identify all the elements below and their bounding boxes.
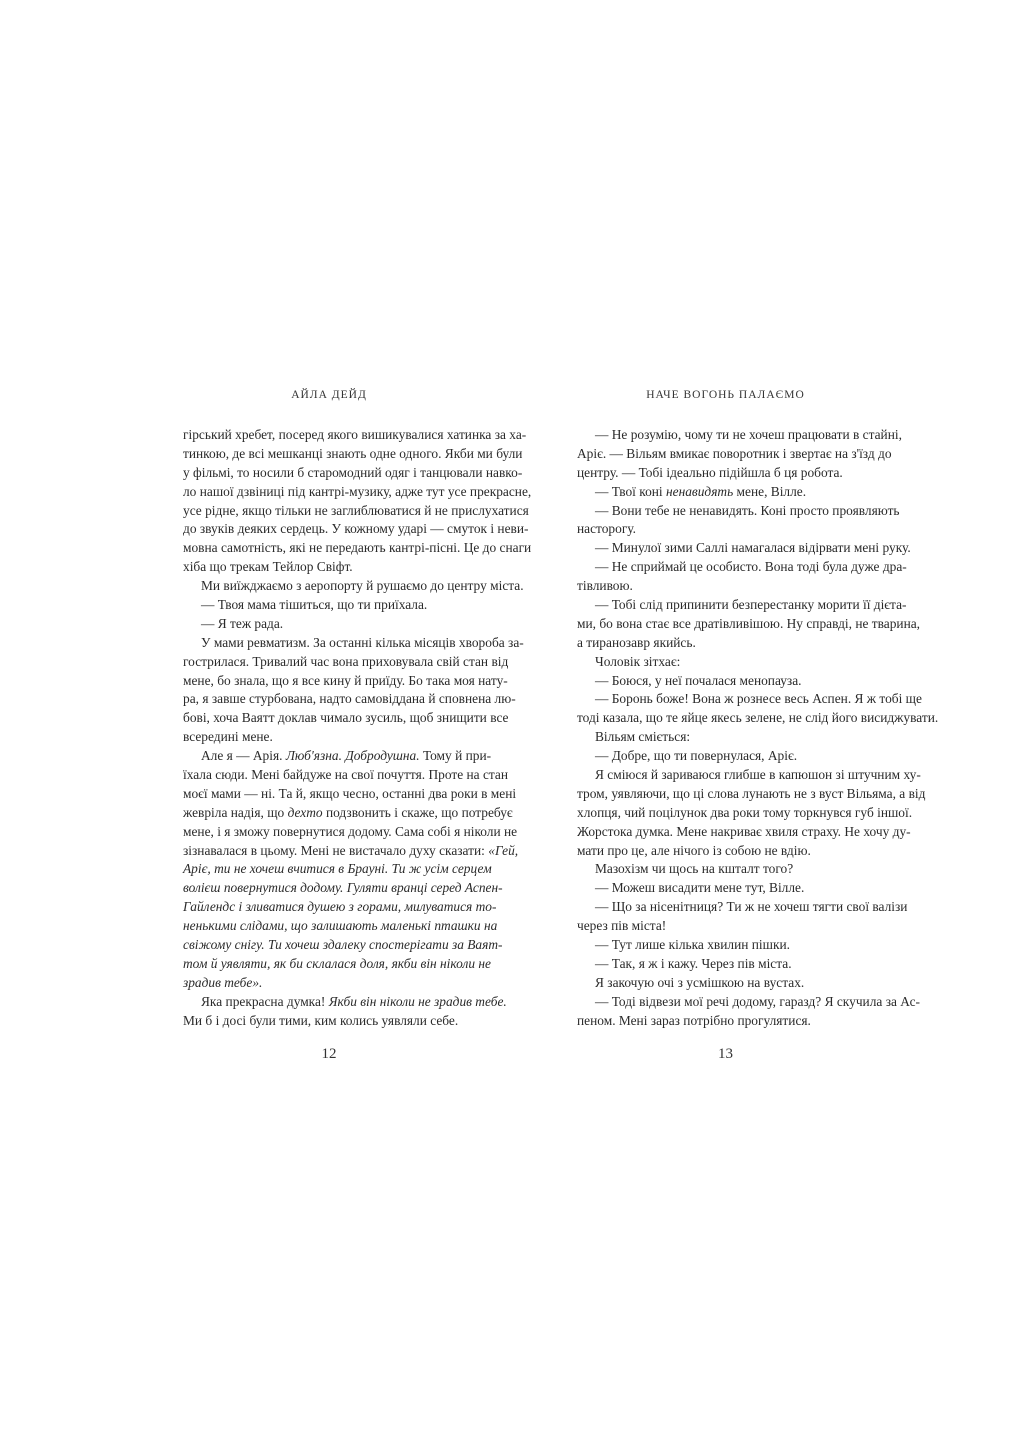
text-line — [577, 483, 874, 502]
text-line — [577, 709, 939, 728]
text-run: — Минулої зими Саллі намагалася відірвати мені руку. — [595, 540, 911, 556]
text-line — [183, 596, 475, 615]
body-text — [183, 426, 532, 1031]
italic-text: дехто — [287, 804, 323, 820]
text-run: гострилася. Тривалий час вона приховувала свій стан від — [183, 653, 509, 669]
text-run: — Твої коні — [595, 483, 666, 499]
text-line — [183, 464, 523, 483]
text-run: їхала сюди. Мені байдуже на свої почуття. Проте на стан — [183, 767, 509, 783]
text-run: до звуків деяких сердець. У кожному ударі — смуток і неви- — [183, 521, 529, 537]
text-line — [577, 520, 874, 539]
text-run: ра, я завше стурбована, надто самовіддана й сповнена лю- — [183, 691, 516, 707]
text-run: хлопця, чий поцілунок два роки тому торкнувся губ іншої. — [577, 804, 913, 820]
text-run: всередині мене. — [183, 729, 273, 745]
text-run: через пів міста! — [577, 918, 667, 934]
text-line — [183, 917, 498, 936]
text-line — [183, 785, 517, 804]
text-run: хіба що трекам Тейлор Свіфт. — [183, 559, 353, 575]
text-run: пеном. Мені зараз потрібно прогулятися. — [577, 1012, 811, 1028]
text-run: бові, хоча Ваятт доклав чимало зусиль, щоб знищити все — [183, 710, 509, 726]
text-line — [183, 860, 492, 879]
text-line — [183, 577, 524, 596]
text-line — [183, 502, 529, 521]
text-run: ми, бо вона стає все дратівливішою. Ну справді, не тварина, — [577, 615, 921, 631]
text-line — [577, 672, 874, 691]
text-line — [577, 653, 874, 672]
text-run: — Тут лише кілька хвилин пішки. — [595, 937, 790, 953]
italic-text: том й уявляти, як би склалася доля, якби він ніколи не — [183, 955, 491, 971]
text-run: Мазохізм чи щось на кшталт того? — [595, 861, 794, 877]
text-run: мовна самотність, які не передають кантрі-пісні. Це до снаги — [183, 540, 532, 556]
text-run: — Вони тебе не ненавидять. Коні просто проявляють — [595, 502, 900, 518]
text-run: Жорстока думка. Мене накриває хвиля страху. Не хочу ду- — [577, 823, 911, 839]
text-line — [577, 577, 874, 596]
text-line — [183, 766, 509, 785]
text-line — [183, 483, 532, 502]
text-run: ло нашої дзвіниці під кантрі-музику, адже тут усе прекрасне, — [183, 483, 532, 499]
text-run: — Що за нісенітниця? Ти ж не хочеш тягти свої валізи — [595, 899, 908, 915]
text-line — [183, 879, 503, 898]
body-text — [577, 426, 939, 1031]
text-run: мене, Вілле. — [733, 483, 807, 499]
text-run: мати про це, але нічого із собою не вдію. — [577, 842, 811, 858]
text-line — [183, 653, 509, 672]
italic-text: свіжому снігу. Ти хочеш здалеку спостерігати за Ваят- — [183, 937, 503, 953]
text-line — [183, 936, 503, 955]
text-run: Я сміюся й зариваюся глибше в капюшон зі штучним ху- — [595, 767, 921, 783]
running-head-author: АЙЛА ДЕЙД — [291, 389, 367, 401]
text-line — [577, 785, 926, 804]
text-run: подзвонить і скаже, що потребує — [322, 804, 513, 820]
text-run: Ми б і досі були тими, ким колись уявляли себе. — [183, 1012, 459, 1028]
text-line — [577, 502, 900, 521]
text-line — [577, 426, 902, 445]
text-line — [577, 690, 922, 709]
text-line — [577, 804, 913, 823]
text-run: зізнавалася в цьому. Мені не вистачало духу сказати: — [183, 842, 489, 858]
text-line — [577, 615, 921, 634]
italic-text: волієш повернутися додому. Гуляти вранці серед Аспен- — [183, 880, 503, 896]
page-number: 12 — [321, 1046, 337, 1062]
text-line — [577, 936, 874, 955]
text-run: тоді казала, що те яйце якесь зелене, не слід його висиджувати. — [577, 710, 939, 726]
text-line — [577, 860, 874, 879]
text-line — [183, 1012, 475, 1031]
text-line — [577, 464, 874, 483]
text-run: тром, уявляючи, що ці слова лунають не з вуст Вільяма, а від — [577, 785, 926, 801]
text-line — [577, 842, 874, 861]
text-run: усе рідне, якщо тільки не заглиблюватися й не прислухатися — [183, 502, 529, 518]
text-run: — Боронь боже! Вона ж рознесе весь Аспен. Я ж тобі ще — [595, 691, 922, 707]
text-run: Чоловік зітхає: — [595, 653, 681, 669]
text-run: — Не сприймай це особисто. Вона тоді була дуже дра- — [595, 559, 907, 575]
text-run: Тому й при- — [419, 748, 492, 764]
text-run: тівливою. — [577, 578, 633, 594]
text-run: а тиранозавр якийсь. — [577, 634, 696, 650]
text-line — [577, 898, 908, 917]
text-line — [183, 539, 532, 558]
text-run: — Боюся, у неї почалася менопауза. — [595, 672, 802, 688]
italic-text: ненькими слідами, що залишають маленькі пташки на — [183, 918, 498, 934]
text-line — [183, 804, 513, 823]
text-line — [183, 974, 475, 993]
text-run: — Тобі слід припинити безперестанку морити її дієта- — [595, 597, 907, 613]
text-run: центру. — Тобі ідеально підійшла б ця робота. — [577, 464, 843, 480]
running-head-title: НАЧЕ ВОГОНЬ ПАЛАЄМО — [646, 389, 805, 401]
text-line — [183, 672, 508, 691]
text-line — [183, 728, 475, 747]
text-line — [577, 634, 874, 653]
text-run: — Я теж рада. — [201, 615, 284, 631]
italic-text: Якби він ніколи не зрадив тебе. — [328, 993, 507, 1009]
text-line — [183, 993, 507, 1012]
text-line — [183, 445, 523, 464]
text-run: моєї мами — ні. Та й, якщо чесно, останні два роки в мені — [183, 785, 517, 801]
text-run: Вільям сміється: — [595, 729, 691, 745]
text-line — [577, 955, 874, 974]
text-run: мене, бо знала, що я все кину й приїду. Бо така моя нату- — [183, 672, 508, 688]
text-run: Але я — Арія. — [201, 748, 286, 764]
text-line — [577, 539, 911, 558]
text-run: гірський хребет, посеред якого вишикувалися хатинка за ха- — [183, 427, 527, 442]
text-line — [183, 634, 524, 653]
page-number: 13 — [718, 1046, 733, 1062]
text-line — [183, 842, 519, 861]
text-run: — Добре, що ти повернулася, Аріє. — [595, 748, 798, 764]
italic-text: «Гей, — [488, 842, 519, 858]
text-line — [183, 747, 492, 766]
italic-text: ненавидять — [666, 483, 734, 499]
italic-text: Люб'язна. Добродушна. — [285, 748, 420, 764]
text-line — [183, 955, 491, 974]
text-line — [183, 823, 518, 842]
text-line — [577, 558, 907, 577]
text-line — [183, 690, 516, 709]
text-line — [183, 558, 475, 577]
italic-text: зрадив тебе». — [183, 974, 263, 990]
italic-text: Аріє, ти не хочеш вчитися в Брауні. Ти ж усім серцем — [183, 861, 492, 877]
text-line — [577, 823, 911, 842]
text-line — [577, 728, 874, 747]
text-run: Я закочую очі з усмішкою на вустах. — [595, 974, 805, 990]
italic-text: Гайлендс і зливатися душею з горами, милуватися то- — [183, 899, 497, 915]
text-run: Яка прекрасна думка! — [201, 993, 329, 1009]
text-line — [577, 1012, 874, 1031]
text-line — [577, 747, 874, 766]
text-run: жевріла надія, що — [183, 804, 288, 820]
text-run: — Можеш висадити мене тут, Вілле. — [595, 880, 805, 896]
text-run: — Твоя мама тішиться, що ти приїхала. — [201, 597, 428, 613]
text-line — [183, 615, 475, 634]
text-run: — Не розумію, чому ти не хочеш працювати в стайні, — [595, 427, 902, 442]
text-run: — Так, я ж і кажу. Через пів міста. — [595, 955, 792, 971]
text-run: — Тоді відвези мої речі додому, гаразд? Я скучила за Ас- — [595, 993, 921, 1009]
text-run: мене, і я зможу повернутися додому. Сама собі я ніколи не — [183, 823, 518, 839]
text-line — [577, 974, 874, 993]
text-line — [577, 879, 874, 898]
text-run: тинкою, де всі мешканці знають одне одного. Якби ми були — [183, 445, 523, 461]
text-run: Аріє. — Вільям вмикає поворотник і звертає на з'їзд до — [577, 445, 892, 461]
text-line — [183, 520, 529, 539]
text-line — [577, 917, 874, 936]
text-line — [577, 596, 907, 615]
text-line — [577, 766, 921, 785]
text-line — [577, 993, 921, 1012]
text-line — [183, 426, 527, 445]
text-run: Ми виїжджаємо з аеропорту й рушаємо до центру міста. — [201, 578, 524, 594]
text-line — [577, 445, 892, 464]
text-run: У мами ревматизм. За останні кілька місяців хвороба за- — [201, 634, 524, 650]
text-run: у фільмі, то носили б старомодний одяг і танцювали навко- — [183, 464, 523, 480]
text-run: насторогу. — [577, 521, 637, 537]
text-line — [183, 898, 497, 917]
text-line — [183, 709, 509, 728]
